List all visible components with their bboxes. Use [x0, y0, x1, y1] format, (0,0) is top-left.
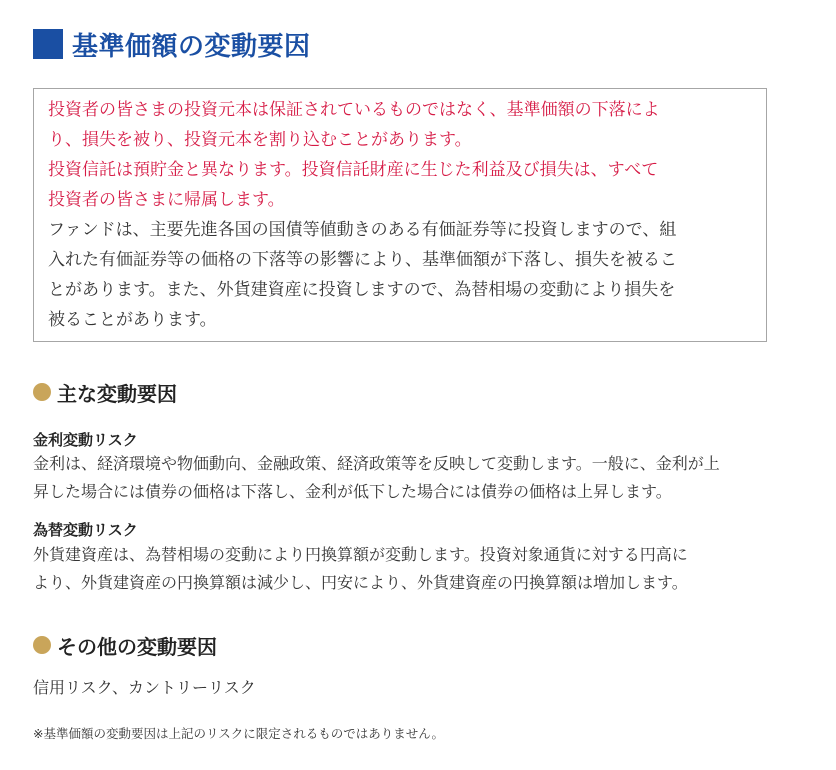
notice-line: ファンドは、主要先進各国の国債等値動きのある有価証券等に投資しますので、組 [48, 220, 677, 240]
footnote: ※基準価額の変動要因は上記のリスクに限定されるものではありません。 [33, 726, 444, 741]
interest-rate-risk-title: 金利変動リスク [33, 431, 138, 449]
interest-rate-risk-text: 金利は、経済環境や物価動向、金融政策、経済政策等を反映して変動します。一般に、金利が上 [33, 454, 720, 473]
currency-risk-text: より、外貨建資産の円換算額は減少し、円安により、外貨建資産の円換算額は増加します。 [33, 573, 688, 592]
warning-line: り、損失を被り、投資元本を割り込むことがあります。 [48, 130, 472, 150]
bullet-dot-icon [33, 383, 51, 401]
currency-risk-text: 外貨建資産は、為替相場の変動により円換算額が変動します。投資対象通貨に対する円高に [33, 545, 688, 564]
page-title: 基準価額の変動要因 [72, 31, 311, 62]
warning-line: 投資者の皆さまに帰属します。 [48, 190, 285, 210]
other-factors-text: 信用リスク、カントリーリスク [33, 678, 256, 697]
interest-rate-risk-text: 昇した場合には債券の価格は下落し、金利が低下した場合には債券の価格は上昇します。 [33, 482, 672, 501]
notice-box [33, 88, 767, 342]
warning-line: 投資信託は預貯金と異なります。投資信託財産に生じた利益及び損失は、すべて [48, 160, 659, 180]
section-title: 主な変動要因 [57, 381, 177, 406]
header-square-icon [33, 29, 63, 59]
page-header [33, 24, 311, 64]
notice-line: 被ることがあります。 [48, 310, 217, 330]
main-factors-heading [33, 377, 177, 407]
other-factors-heading [33, 630, 217, 660]
warning-line: 投資者の皆さまの投資元本は保証されているものではなく、基準価額の下落によ [48, 100, 660, 120]
notice-line: とがあります。また、外貨建資産に投資しますので、為替相場の変動により損失を [48, 280, 676, 300]
currency-risk-title: 為替変動リスク [33, 521, 138, 539]
bullet-dot-icon [33, 636, 51, 654]
notice-line: 入れた有価証券等の価格の下落等の影響により、基準価額が下落し、損失を被るこ [48, 250, 677, 270]
section-title: その他の変動要因 [57, 634, 217, 659]
